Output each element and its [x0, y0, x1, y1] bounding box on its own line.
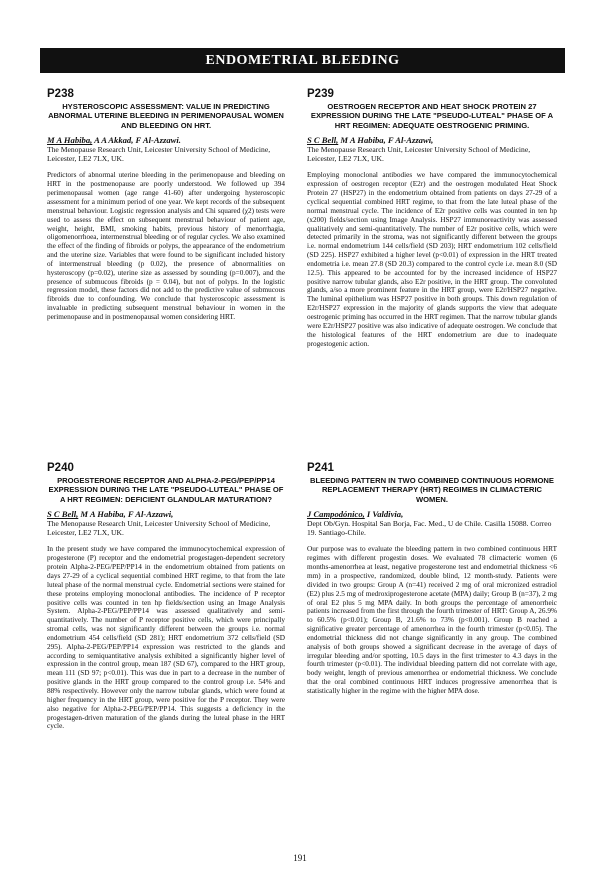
- abstract-title: OESTROGEN RECEPTOR AND HEAT SHOCK PROTEIN 27 EXPRESSION DURING THE LATE "PSEUDO-LUTEAL" PHASE OF A HRT REGIMEN: ADEQUATE OESTROGENIC PRIMING.: [310, 102, 554, 130]
- abstract-title: PROGESTERONE RECEPTOR AND ALPHA-2-PEG/PEP/PP14 EXPRESSION DURING THE LATE "PSEUDO-LUTEAL" PHASE OF A HRT REGIMEN: DEFICIENT GLANDULAR MATURATION?: [48, 476, 284, 504]
- abstract-authors: [47, 509, 285, 519]
- abstract-id: P238: [47, 88, 74, 100]
- co-authors: A A Akkad, F Al-Azzawi.: [92, 134, 181, 145]
- abstract-id: P239: [307, 88, 334, 100]
- abstract-authors: [307, 509, 557, 519]
- section-header: ENDOMETRIAL BLEEDING: [40, 48, 565, 73]
- abstract-body: Employing monoclonal antibodies we have compared the immunocytochemical expression of oestrogen receptor (E2r) and the oestrogen modulated Heat Shock Protein 27 (HSP27) in the endometrium obtained from patients on days 27-29 of a cyclical sequential combined HRT regime, to that from the late luteal phase of the normal menstrual cycle. The incidence of E2r positive cells was counted in ten hp (x200) fields/section using Image Analysis. HSP27 immunoreactivity was assessed qualitatively and semi-quantitatively. The number of E2r positive cells, which were detected primarily in the stroma, was not significantly different between the groups i.e. normal endometrium 144 cells/field (SD 203); HRT endometrium 102 cells/field (SD 225). HSP27 exhibited a higher level (p<0.01) of expression in the HRT treated endometria i.e. mean 27.8 (SD 20.3) compared to the control cycle i.e. mean 8.0 (SD 12.5). This appeared to be accounted for by the increased incidence of HSP27 positive narrow tubular glands, also E2r positive, in the HRT group. The convoluted glands, a/so a more prominent feature in the HRT group, were E2r/HSP27 negative. The luminal epithelium was HSP27 positive in both groups. This down regulation of E2r/HSP27 expression in the majority of glands supports the view that adequate oestrogenic priming has occurred in the HRT regimen. That the narrow tubular glands were E2r/HSP27 positive was also indicative of adequate oestrogen. We conclude that the histological features of the HRT endometrium are due to inadequate progestogenic action.: [307, 171, 557, 348]
- abstract-affiliation: Dept Ob/Gyn. Hospital San Borja, Fac. Med., U de Chile. Casilla 15088. Correo 19. Santiago-Chile.: [307, 518, 552, 538]
- page-number: 191: [293, 853, 307, 863]
- co-authors: I Valdivia,: [364, 508, 404, 519]
- co-authors: M A Habiba, F Al-Azzawi,: [338, 134, 434, 145]
- first-author: M A Habiba,: [47, 134, 93, 145]
- abstract-authors: [307, 135, 557, 145]
- abstract-p240: [47, 462, 285, 731]
- co-authors: M A Habiba, F Al-Azzawi,: [78, 508, 174, 519]
- abstract-authors: [47, 135, 285, 145]
- abstract-body: Predictors of abnormal uterine bleeding in the perimenopause and bleeding on HRT in the postmenopause are poorly understood. We followed up 394 perimenopausal women (age range 41-60) after undergoing hysteroscopic assessment for a minimum period of one year. We kept records of the subsequent menstrual behaviour. Logistic regression analysis and Chi squared (χ2) tests were used to assess the effect on subsequent menstrual behaviour of patient age, weight, height, BMI, smoking habits, previous history of menorrhagia, oligomenorrhoea, intermenstrual bleeding or of regular cycles. We also examined the effect of the finding of fibroids or polyps, the appearance of the endometrium and the uterine size. Variables that were found to be significant included history of intermenstrual bleeding (p 0.02), the presence of abnormalities on hysteroscopy (p=0.02), uterine size as assessed by sounding (p=0.007), and the presence of submucous fibroids (p = 0.04), but not of polyps. In the logistic regression model, these factors did not add to the predictive value of submucous fibroids due to confounding. We conclude that hysteroscopic assessment is invaluable in predicting subsequent menstrual behaviour in women in the perimenopause and in postmenopausal women considering HRT.: [47, 171, 285, 321]
- abstract-affiliation: The Menopause Research Unit, Leicester University School of Medicine, Leicester, LE2 7LX, UK.: [47, 518, 271, 538]
- first-author: J Campodónico,: [307, 508, 365, 519]
- abstract-p239: [307, 88, 557, 348]
- abstract-id: P240: [47, 462, 74, 474]
- abstract-p241: [307, 462, 557, 696]
- abstract-affiliation: The Menopause Research Unit, Leicester University School of Medicine, Leicester, LE2 7LX, UK.: [47, 144, 271, 164]
- abstract-title: BLEEDING PATTERN IN TWO COMBINED CONTINUOUS HORMONE REPLACEMENT THERAPY (HRT) REGIMES IN CLIMACTERIC WOMEN.: [310, 476, 554, 504]
- abstract-affiliation: The Menopause Research Unit, Leicester University School of Medicine, Leicester, LE2 7LX, UK.: [307, 144, 531, 164]
- abstract-title: HYSTEROSCOPIC ASSESSMENT: VALUE IN PREDICTING ABNORMAL UTERINE BLEEDING IN PERIMENOPAUSAL WOMEN AND BLEEDING ON HRT.: [48, 102, 284, 130]
- abstract-body: In the present study we have compared the immunocytochemical expression of progesterone (P) receptor and the endometrial progestagen-dependent secretory protein Alpha-2-PEG/PEP/PP14 in the endometrium obtained from patients on days 27-29 of a cyclical sequential combined HRT regime, to that from the late luteal phase of the normal menstrual cycle. Endometrial sections were stained for these proteins employing monoclonal antibodies. The incidence of P receptor positive cells was counted in ten hp fields/section using an Image Analysis System. Alpha-2-PEG/PEP/PP14 was assessed qualitatively and semi-quantitatively. The number of P receptor positive cells, which were principally stromal cells, was not significantly different between the groups i.e. normal endometrium 454 cells/field (SD 281); HRT endometrium 372 cells/field (SD 295). Alpha-2-PEG/PEP/PP14 expression was restricted to the glands and according to semiquantitative analysis exhibited a significantly higher level of expression in the control group, mean 187 (SD 67), compared to the HRT group, mean 111 (SD 97; p<0.01). This was due in part to a decrease in the number of positive glands in the HRT group compared to the control group i.e. 54% and 88% respectively. However only the narrow tubular glands, which were found at higher frequency in the HRT group, were positive for the P receptor. They were also negative for Alpha-2-PEG/PEP/PP14. This suggests a deficiency in the progestagen-driven maturation of the glands during the luteal phase in the HRT cycle.: [47, 545, 285, 731]
- abstract-body: Our purpose was to evaluate the bleeding pattern in two combined continuous HRT regimes with different progestin doses. We evaluated 78 climacteric women (6 months-amenorrhea at least, negative progesterone test and endometrial thickness <6 mm) in a prospective, randomized, double blind, 12 month-study. Patients were divided in two groups: Group A (n=41) received 2 mg of oral micronized estradiol (E2) plus 2.5 mg of medroxiprogesterone acetate (MPA) daily; Group B (n=37), 2 mg of oral E2 plus 5 mg MPA daily. In both groups the percentage of amenorrheic patients increased from the first through the fourth trimester of HRT: Group A, 26.9% to 60.5% (p<0.01); Group B, 21.6% to 73% (p<0.001). Group B reached a significative greater percentage of amenorrhea in the fourth trimester (p<0.05). The endometrial thickness did not change significantly in any group. The combined analysis of both groups showed a significant decrease in the average of days of irregular bleeding and/or spotting, 10.5 days in the first trimester to 4.3 days in the fourth trimester (p<0.01). The individual bleeding pattern did not correlate with age, body weight, length of previous amenorrhea or endometrial thickness. We conclude that the oral combined continuous HRT induces progressive amenorrhea that is statistically higher in the regime with the higher MPA dose.: [307, 545, 557, 695]
- abstract-p238: [47, 88, 285, 322]
- abstract-id: P241: [307, 462, 334, 474]
- first-author: S C Bell,: [47, 508, 79, 519]
- first-author: S C Bell,: [307, 134, 339, 145]
